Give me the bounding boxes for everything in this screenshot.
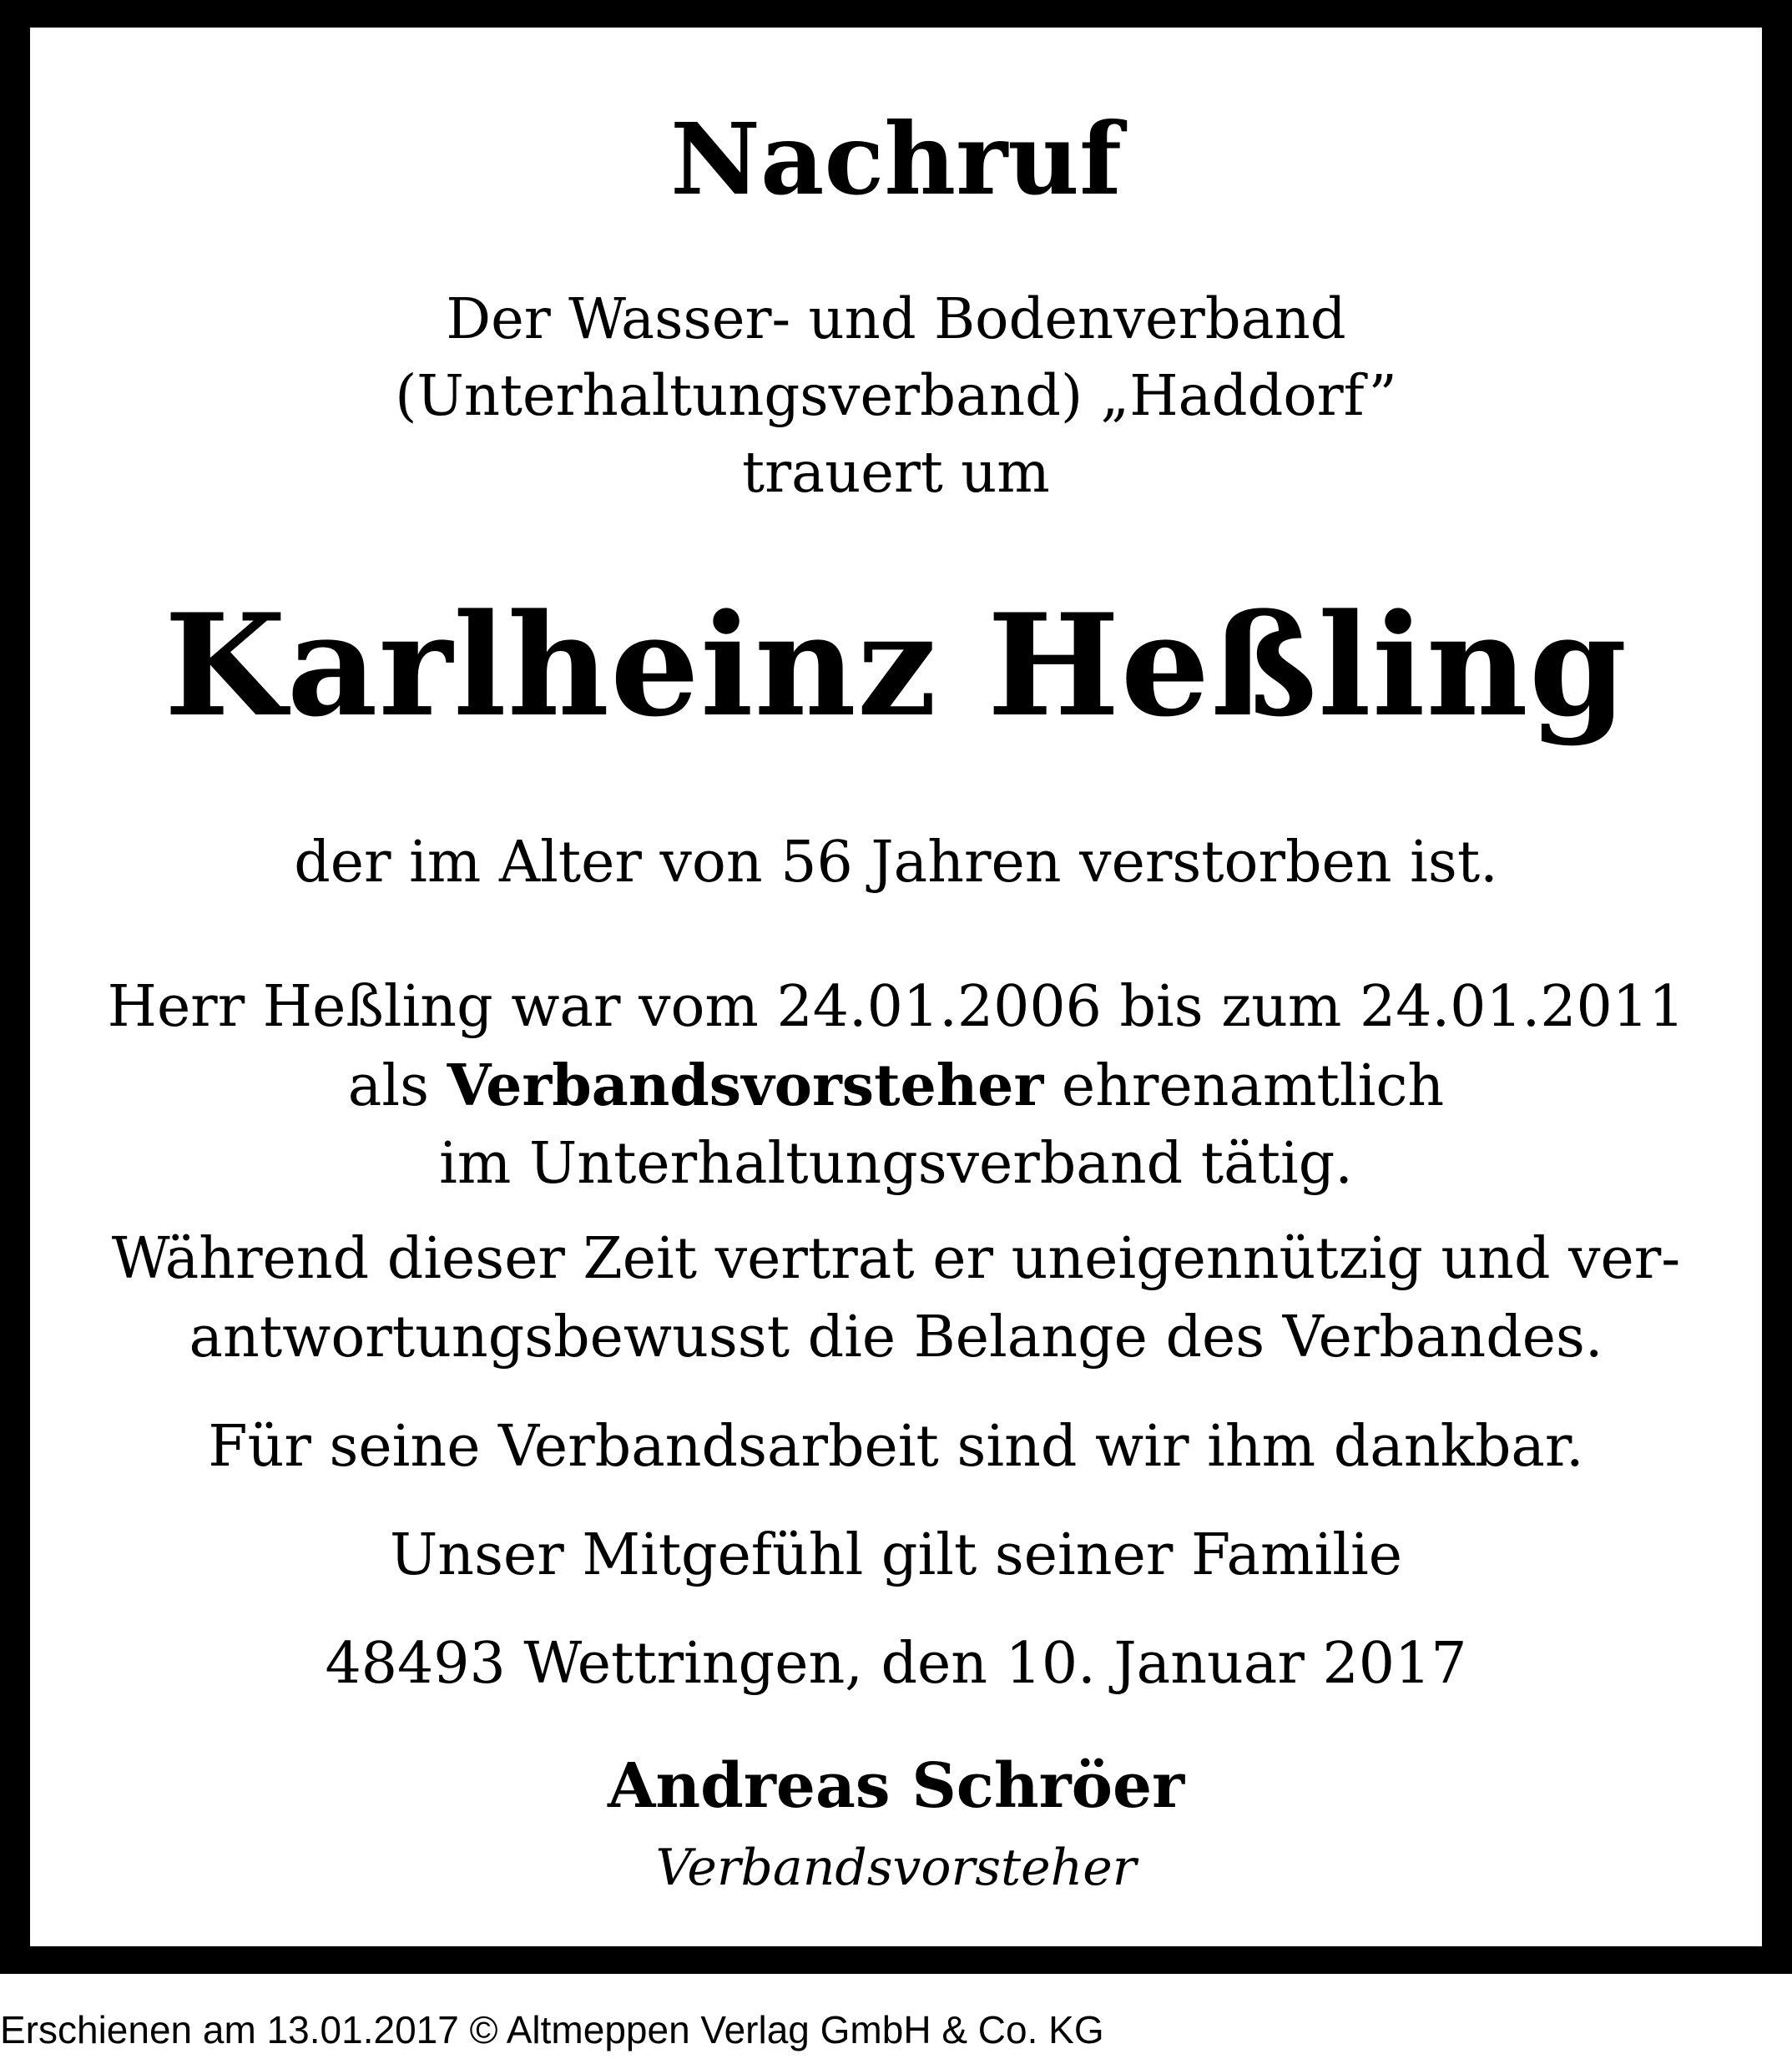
intro-line-mourns: trauert um — [742, 440, 1050, 505]
notice-title: Nachruf — [670, 101, 1122, 217]
tenure-line-organisation: im Unterhaltungsverband tätig. — [439, 1131, 1353, 1197]
obituary-notice — [30, 28, 1762, 1946]
publication-footer: Erschienen am 13.01.2017 © Altmeppen Verlag GmbH & Co. KG — [0, 2008, 1104, 2051]
thanks-line: Für seine Verbandsarbeit sind wir ihm dankbar. — [208, 1414, 1584, 1480]
age-line: der im Alter von 56 Jahren verstorben ist. — [294, 830, 1498, 896]
sympathy-line: Unser Mitgefühl gilt seiner Familie — [389, 1522, 1403, 1588]
deceased-name: Karlheinz Heßling — [164, 583, 1628, 748]
signer-role: Verbandsvorsteher — [655, 1839, 1137, 1897]
tenure-role-suffix: ehrenamtlich — [1043, 1053, 1445, 1119]
tenure-line-dates: Herr Heßling war vom 24.01.2006 bis zum 24.01.2011 — [107, 974, 1685, 1040]
tenure-role-title: Verbandsvorsteher — [447, 1052, 1044, 1119]
signer-name: Andreas Schröer — [607, 1750, 1185, 1822]
during-line-2: antwortungsbewusst die Belange des Verbandes. — [189, 1304, 1603, 1370]
during-line-1: Während dieser Zeit vertrat er uneigennützig und ver- — [111, 1226, 1681, 1292]
tenure-line-role — [30, 1047, 1762, 1125]
intro-line-association-name: (Unterhaltungsverband) „Haddorf” — [395, 363, 1397, 428]
place-date-line: 48493 Wettringen, den 10. Januar 2017 — [325, 1631, 1467, 1697]
intro-line-association: Der Wasser- und Bodenverband — [446, 286, 1346, 351]
tenure-role-prefix: als — [347, 1053, 447, 1119]
